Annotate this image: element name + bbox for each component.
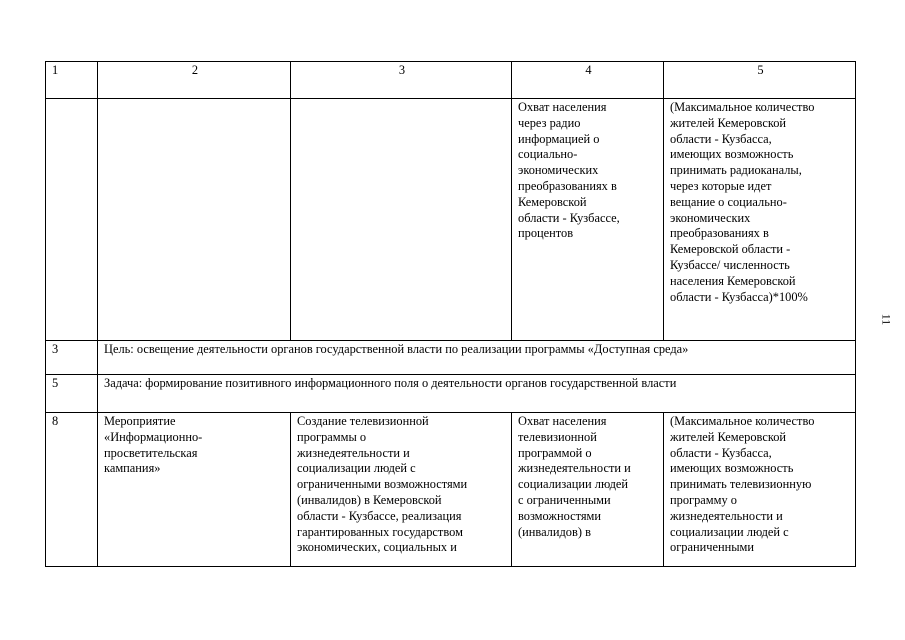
task-row bbox=[46, 375, 856, 413]
header-cell-4: 4 bbox=[512, 62, 664, 99]
goal-number: 3 bbox=[46, 341, 98, 375]
table-row bbox=[46, 413, 856, 567]
table-cell-name bbox=[98, 99, 291, 341]
table-cell-indicator: Охват населения телевизионной программой о жизнедеятельности и социализации людей с ограниченными возможностями (инвалидов) в bbox=[512, 413, 664, 567]
header-cell-1: 1 bbox=[46, 62, 98, 99]
table-cell-description bbox=[291, 99, 512, 341]
table-cell-name: Мероприятие «Информационно- просветительская кампания» bbox=[98, 413, 291, 567]
header-cell-2: 2 bbox=[98, 62, 291, 99]
table-cell-indicator: Охват населения через радио информацией о социально- экономических преобразованиях в Кемеровской области - Кузбассе, процентов bbox=[512, 99, 664, 341]
header-row bbox=[46, 62, 856, 99]
header-cell-3: 3 bbox=[291, 62, 512, 99]
table-cell-number: 8 bbox=[46, 413, 98, 567]
goal-row bbox=[46, 341, 856, 375]
table-cell-formula: (Максимальное количество жителей Кемеровской области - Кузбасса, имеющих возможность принимать радиоканалы, через которые идет вещание о социально- экономических преобразованиях в Кемеровской области - Кузбассе/ численность населения Кемеровской области - Кузбасса)*100% bbox=[664, 99, 856, 341]
goal-text: Цель: освещение деятельности органов государственной власти по реализации программы «Доступная среда» bbox=[98, 341, 856, 375]
page-number: 11 bbox=[879, 313, 894, 326]
table-cell-description: Создание телевизионной программы о жизнедеятельности и социализации людей с ограниченными возможностями (инвалидов) в Кемеровской области - Кузбассе, реализация гарантированных государством экономических, социальных и bbox=[291, 413, 512, 567]
table-cell-formula: (Максимальное количество жителей Кемеровской области - Кузбасса, имеющих возможность принимать телевизионную программу о жизнедеятельности и социализации людей с ограниченными bbox=[664, 413, 856, 567]
header-cell-5: 5 bbox=[664, 62, 856, 99]
table-row bbox=[46, 99, 856, 341]
task-number: 5 bbox=[46, 375, 98, 413]
table-cell-number bbox=[46, 99, 98, 341]
task-text: Задача: формирование позитивного информационного поля о деятельности органов государственной власти bbox=[98, 375, 856, 413]
indicator-table bbox=[45, 61, 856, 567]
